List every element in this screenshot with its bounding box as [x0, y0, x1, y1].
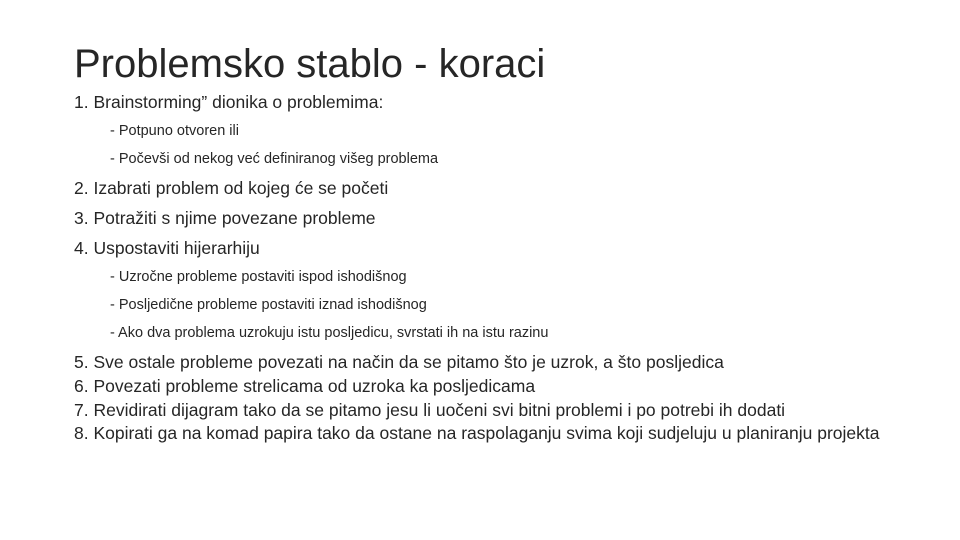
step-4-sub-2: - Posljedične probleme postaviti iznad ishodišnog — [110, 297, 427, 313]
step-6: 6. Povezati probleme strelicama od uzroka ka posljedicama — [74, 376, 536, 396]
step-4: 4. Uspostaviti hijerarhiju — [74, 238, 260, 258]
step-1-sub-1: - Potpuno otvoren ili — [110, 123, 239, 139]
step-8: 8. Kopirati ga na komad papira tako da ostane na raspolaganju svima koji sudjeluju u planiranju projekta — [74, 423, 880, 443]
step-1: 1. Brainstorming” dionika o problemima: — [74, 92, 384, 112]
step-1-sub-2: - Počevši od nekog već definiranog višeg problema — [110, 151, 439, 167]
slide-title: Problemsko stablo - koraci — [74, 42, 546, 86]
step-2: 2. Izabrati problem od kojeg će se početi — [74, 178, 389, 198]
step-5: 5. Sve ostale probleme povezati na način da se pitamo što je uzrok, a što posljedica — [74, 352, 724, 372]
step-7: 7. Revidirati dijagram tako da se pitamo jesu li uočeni svi bitni problemi i po potrebi ih dodati — [74, 400, 786, 420]
step-4-sub-1: - Uzročne probleme postaviti ispod ishodišnog — [110, 269, 407, 285]
slide-content — [74, 92, 944, 453]
step-3: 3. Potražiti s njime povezane probleme — [74, 208, 376, 228]
step-4-sub-3: - Ako dva problema uzrokuju istu posljedicu, svrstati ih na istu razinu — [110, 325, 549, 341]
